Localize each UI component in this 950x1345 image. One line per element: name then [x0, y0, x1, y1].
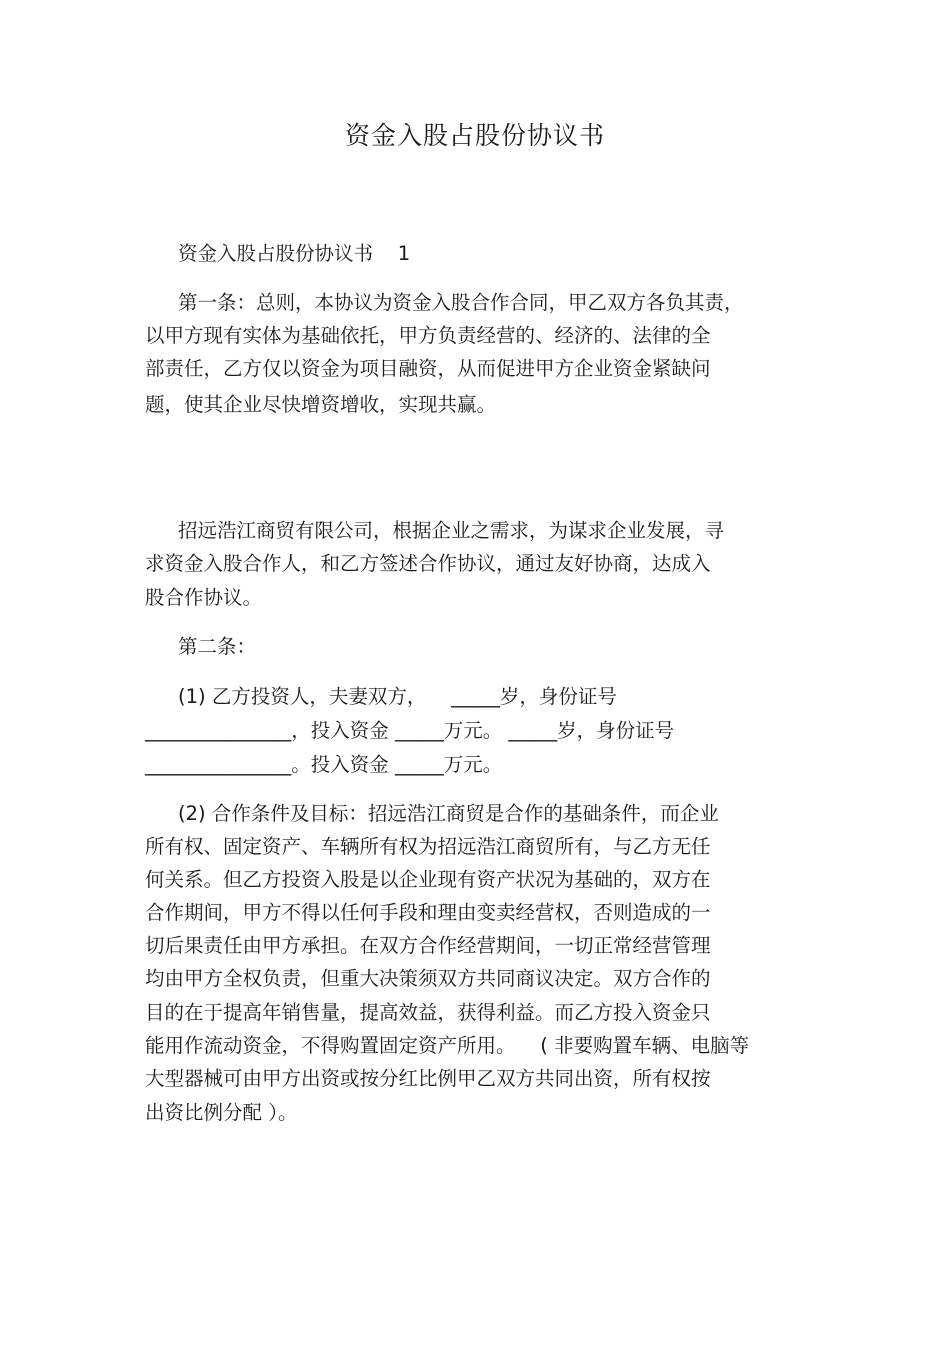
intro-line: 股合作协议。: [145, 586, 263, 609]
document-title: 资金入股占股份协议书: [344, 121, 605, 150]
clause2-line: (2) 合作条件及目标：招远浩江商贸是合作的基础条件，而企业: [178, 802, 719, 825]
clause1-line: (1) 乙方投资人，夫妻双方， _____岁，身份证号: [178, 685, 617, 708]
article1-line: 以甲方现有实体为基础依托，甲方负责经营的、经济的、法律的全: [145, 324, 711, 347]
clause2-line: 所有权、固定资产、车辆所有权为招远浩江商贸所有，与乙方无任: [145, 835, 711, 858]
document-subtitle: 资金入股占股份协议书 1: [178, 242, 411, 265]
clause1-line: _______________，投入资金 _____万元。 _____岁，身份证号: [145, 719, 675, 742]
clause2-line: 出资比例分配 ）。: [145, 1101, 298, 1124]
article1-line: 题，使其企业尽快增资增收，实现共赢。: [145, 393, 497, 416]
clause2-line: 何关系。但乙方投资入股是以企业现有资产状况为基础的，双方在: [145, 868, 711, 891]
clause2-line: 均由甲方全权负责，但重大决策须双方共同商议决定。双方合作的: [145, 967, 711, 990]
clause2-line: 切后果责任由甲方承担。在双方合作经营期间，一切正常经营管理: [145, 934, 711, 957]
intro-line: 招远浩江商贸有限公司，根据企业之需求，为谋求企业发展，寻: [178, 519, 725, 542]
intro-line: 求资金入股合作人，和乙方签述合作协议，通过友好协商，达成入: [145, 552, 711, 575]
clause2-line: 大型器械可由甲方出资或按分红比例甲乙双方共同出资，所有权按: [145, 1067, 711, 1090]
clause2-line: 合作期间，甲方不得以任何手段和理由变卖经营权，否则造成的一: [145, 901, 711, 924]
clause1-line: _______________。投入资金 _____万元。: [145, 753, 503, 776]
clause2-line: 目的在于提高年销售量，提高效益，获得利益。而乙方投入资金只: [145, 1001, 711, 1024]
article1-line: 部责任，乙方仅以资金为项目融资，从而促进甲方企业资金紧缺问: [145, 357, 711, 380]
article2-heading: 第二条：: [178, 635, 257, 658]
article1-line: 第一条：总则，本协议为资金入股合作合同，甲乙双方各负其责，: [178, 291, 744, 314]
clause2-line: 能用作流动资金，不得购置固定资产所用。 ( 非要购置车辆、电脑等: [145, 1034, 750, 1057]
